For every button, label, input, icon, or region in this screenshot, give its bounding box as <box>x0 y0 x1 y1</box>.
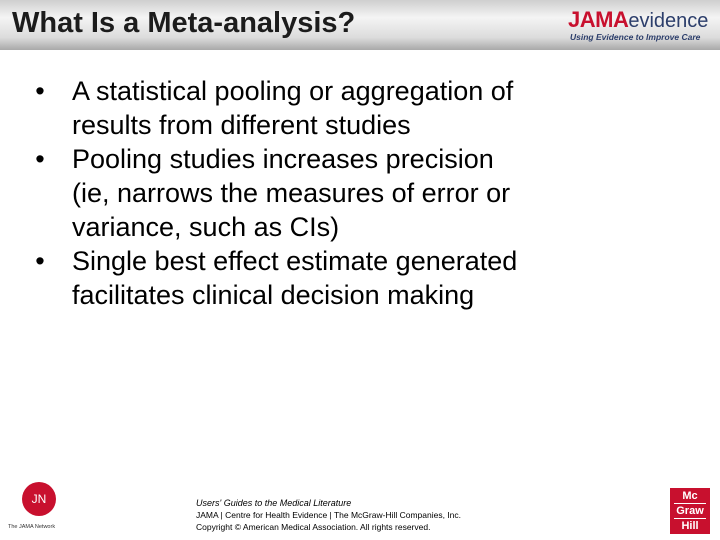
bullet-marker: • <box>35 246 45 276</box>
footer-copyright: Copyright © American Medical Association. All rights reserved. <box>196 522 431 532</box>
bullet-line: (ie, narrows the measures of error or <box>72 178 511 208</box>
evidence-brand-text: evidence <box>628 10 709 32</box>
bullet-marker: • <box>35 144 45 174</box>
bullet-line: A statistical pooling or aggregation of <box>72 76 514 106</box>
slide-header-bar <box>0 0 720 50</box>
bullet-line: variance, such as CIs) <box>72 212 340 242</box>
footer-book-title: Users' Guides to the Medical Literature <box>196 498 352 508</box>
jama-network-caption: The JAMA Network <box>8 524 56 530</box>
slide-title: What Is a Meta-analysis? <box>12 7 356 39</box>
footer-publishers: JAMA | Centre for Health Evidence | The McGraw-Hill Companies, Inc. <box>196 510 462 520</box>
bullet-line: results from different studies <box>72 110 411 140</box>
jama-evidence-wordmark <box>568 9 708 31</box>
bullet-line: Pooling studies increases precision <box>72 144 494 174</box>
jama-evidence-logo <box>568 9 714 45</box>
mcgraw-logo-line: Graw <box>676 505 704 517</box>
bullet-item <box>30 142 670 244</box>
jn-seal-icon: JN <box>22 482 56 516</box>
mcgraw-hill-logo <box>670 488 710 534</box>
bullet-line: facilitates clinical decision making <box>72 280 475 310</box>
bullet-item <box>30 74 670 142</box>
bullet-marker: • <box>35 76 45 106</box>
footer-citation <box>196 497 556 533</box>
jama-network-logo <box>8 482 68 534</box>
bullet-item <box>30 244 670 312</box>
bullet-line: Single best effect estimate generated <box>72 246 518 276</box>
mcgraw-logo-line: Mc <box>682 490 698 502</box>
jama-brand-text: JAMA <box>568 7 629 32</box>
mcgraw-logo-divider <box>674 518 706 519</box>
jama-tagline: Using Evidence to Improve Care <box>570 32 701 42</box>
bullet-list <box>30 74 670 312</box>
mcgraw-logo-line: Hill <box>681 520 699 532</box>
mcgraw-logo-divider <box>674 503 706 504</box>
